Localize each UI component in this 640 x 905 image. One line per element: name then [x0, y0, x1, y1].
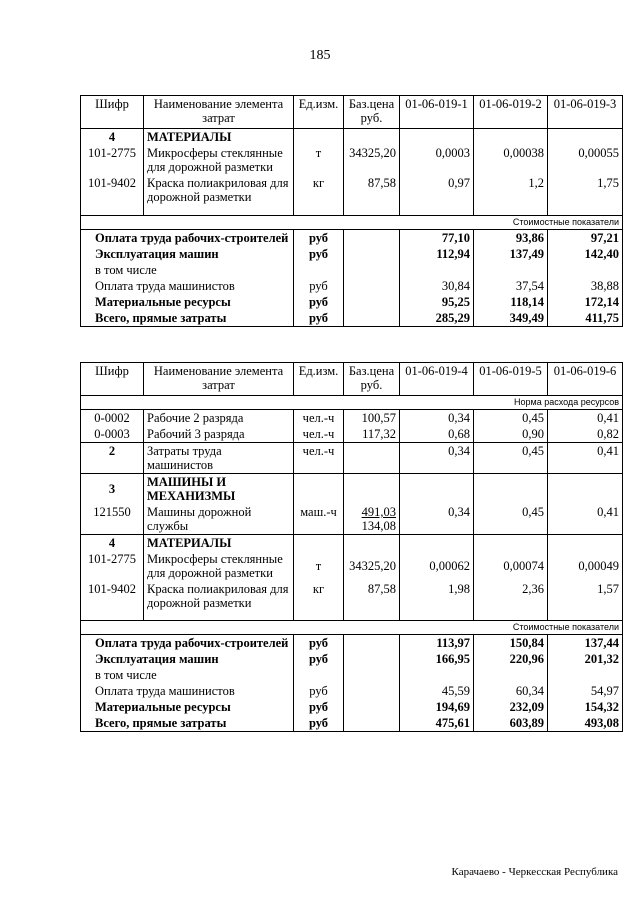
- header-col: 01-06-019-3: [548, 96, 623, 129]
- header-col: 01-06-019-5: [474, 363, 548, 396]
- cost-row: Оплата труда рабочих-строителей руб 113,97 150,84 137,44: [81, 635, 623, 652]
- header-col: 01-06-019-2: [474, 96, 548, 129]
- header-code: Шифр: [81, 96, 144, 129]
- header-col: 01-06-019-4: [400, 363, 474, 396]
- table-row: 0-0003 Рабочий 3 разряда чел.-ч 117,32 0,68 0,90 0,82: [81, 426, 623, 443]
- page-number: 185: [309, 48, 331, 63]
- cost-row: Материальные ресурсы руб 95,25 118,14 172,14: [81, 294, 623, 310]
- cost-row: в том числе: [81, 262, 623, 278]
- norm-bar: Норма расхода ресурсов: [81, 396, 623, 410]
- section-row: 4 МАТЕРИАЛЫ: [81, 129, 623, 146]
- header-price: Баз.цена руб.: [344, 96, 400, 129]
- header-code: Шифр: [81, 363, 144, 396]
- cost-row: Всего, прямые затраты руб 285,29 349,49 411,75: [81, 310, 623, 327]
- resource-table-1: [80, 95, 623, 327]
- footer-region: Карачаево - Черкесская Республика: [451, 866, 618, 878]
- header-name: Наименование элемента затрат: [144, 96, 294, 129]
- header-col: 01-06-019-6: [548, 363, 623, 396]
- cost-row: Оплата труда рабочих-строителей руб 77,10 93,86 97,21: [81, 230, 623, 247]
- header-name: Наименование элемента затрат: [144, 363, 294, 396]
- header-unit: Ед.изм.: [294, 363, 344, 396]
- section-row: 4 МАТЕРИАЛЫ: [81, 535, 623, 552]
- cost-row: Оплата труда машинистов руб 30,84 37,54 38,88: [81, 278, 623, 294]
- section-row: 3 МАШИНЫ И МЕХАНИЗМЫ: [81, 474, 623, 505]
- cost-indicators-bar: Стоимостные показатели: [81, 621, 623, 635]
- cost-indicators-bar: Стоимостные показатели: [81, 216, 623, 230]
- table-row: 101-9402 Краска полиакриловая для дорожной разметки кг 87,58 0,97 1,2 1,75: [81, 175, 623, 205]
- cost-row: Эксплуатация машин руб 166,95 220,96 201,32: [81, 651, 623, 667]
- machine-price: 491,03: [361, 505, 396, 519]
- table-row: 101-9402 Краска полиакриловая для дорожной разметки кг 87,58 1,98 2,36 1,57: [81, 581, 623, 611]
- cost-row: в том числе: [81, 667, 623, 683]
- cost-row: Всего, прямые затраты руб 475,61 603,89 493,08: [81, 715, 623, 732]
- table-row: 101-2775 Микросферы стеклянные для дорожной разметки т 34325,20 0,00062 0,00074 0,00049: [81, 551, 623, 581]
- header-unit: Ед.изм.: [294, 96, 344, 129]
- table-row: 121550 Машины дорожной службы маш.-ч 491,03 134,08 0,34 0,45 0,41: [81, 504, 623, 535]
- machine-wage: 134,08: [361, 519, 396, 533]
- resource-table-2: [80, 362, 623, 732]
- table-row: 2 Затраты труда машинистов чел.-ч 0,34 0,45 0,41: [81, 443, 623, 474]
- cost-row: Эксплуатация машин руб 112,94 137,49 142,40: [81, 246, 623, 262]
- header-col: 01-06-019-1: [400, 96, 474, 129]
- table-header: [81, 96, 623, 129]
- cost-row: Материальные ресурсы руб 194,69 232,09 154,32: [81, 699, 623, 715]
- cost-row: Оплата труда машинистов руб 45,59 60,34 54,97: [81, 683, 623, 699]
- table-row: 101-2775 Микросферы стеклянные для дорожной разметки т 34325,20 0,0003 0,00038 0,00055: [81, 145, 623, 175]
- table-row: 0-0002 Рабочие 2 разряда чел.-ч 100,57 0,34 0,45 0,41: [81, 410, 623, 427]
- table-header: [81, 363, 623, 396]
- header-price: Баз.цена руб.: [344, 363, 400, 396]
